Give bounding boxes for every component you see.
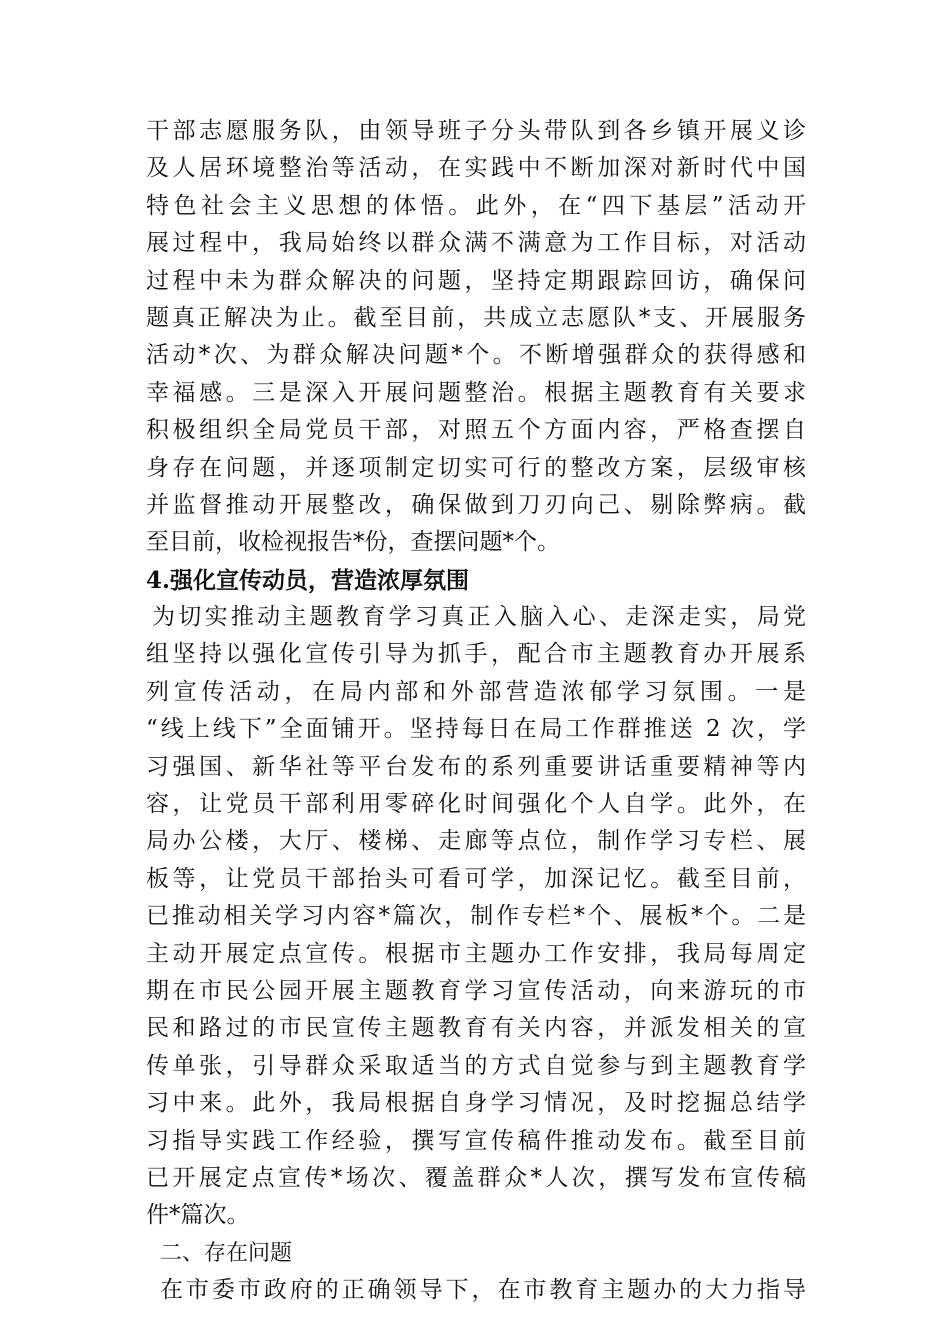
- body-text-line: 展过程中，我局始终以群众满不满意为工作目标，对活动: [146, 230, 806, 257]
- body-text-line: 组坚持以强化宣传引导为抓手，配合市主题教育办开展系: [146, 641, 806, 668]
- body-text-line: 板等，让党员干部抬头可看可学，加深记忆。截至目前，: [146, 865, 806, 892]
- section-heading-2: 二、存在问题: [160, 1240, 293, 1266]
- body-text-line: 及人居环境整治等活动，在实践中不断加深对新时代中国: [146, 155, 806, 182]
- body-text-line: 期在市民公园开展主题教育学习宣传活动，向来游玩的市: [146, 977, 806, 1004]
- body-text-line: 习强国、新华社等平台发布的系列重要讲话重要精神等内: [146, 753, 806, 780]
- body-text-line: 已推动相关学习内容*篇次，制作专栏*个、展板*个。二是: [146, 903, 806, 930]
- body-text-line: 习中来。此外，我局根据自身学习情况，及时挖掘总结学: [146, 1090, 806, 1117]
- body-text-line: 容，让党员干部利用零碎化时间强化个人自学。此外，在: [146, 791, 806, 818]
- section-heading-4: 4.强化宣传动员，营造浓厚氛围: [146, 566, 470, 594]
- body-text-line: 至目前，收检视报告*份，查摆问题*个。: [146, 529, 560, 556]
- body-text-line: “线上线下”全面铺开。坚持每日在局工作群推送 2 次，学: [146, 716, 806, 743]
- body-text-line: 已开展定点宣传*场次、覆盖群众*人次，撰写发布宣传稿: [146, 1164, 806, 1191]
- body-text-line: 习指导实践工作经验，撰写宣传稿件推动发布。截至目前: [146, 1127, 806, 1154]
- body-text-line: 在市委市政府的正确领导下，在市教育主题办的大力指导: [160, 1277, 806, 1304]
- body-text-line: 列宣传活动，在局内部和外部营造浓郁学习氛围。一是: [146, 678, 806, 705]
- body-text-line: 题真正解决为止。截至目前，共成立志愿队*支、开展服务: [146, 304, 806, 331]
- body-text-line: 活动*次、为群众解决问题*个。不断增强群众的获得感和: [146, 342, 806, 369]
- body-text-line: 主动开展定点宣传。根据市主题办工作安排，我局每周定: [146, 940, 806, 967]
- body-text-line: 积极组织全局党员干部，对照五个方面内容，严格查摆自: [146, 417, 806, 444]
- body-text-line: 局办公楼，大厅、楼梯、走廊等点位，制作学习专栏、展: [146, 828, 806, 855]
- body-text-line: 特色社会主义思想的体悟。此外，在“四下基层”活动开: [146, 192, 806, 219]
- body-text-line: 并监督推动开展整改，确保做到刀刃向己、剔除弊病。截: [146, 491, 806, 518]
- body-text-line: 为切实推动主题教育学习真正入脑入心、走深走实，局党: [152, 604, 806, 631]
- body-text-line: 过程中未为群众解决的问题，坚持定期跟踪回访，确保问: [146, 267, 806, 294]
- body-text-line: 件*篇次。: [146, 1202, 250, 1229]
- body-text-line: 传单张，引导群众采取适当的方式自觉参与到主题教育学: [146, 1052, 806, 1079]
- document-page: [146, 113, 806, 1310]
- body-text-line: 民和路过的市民宣传主题教育有关内容，并派发相关的宣: [146, 1015, 806, 1042]
- body-text-line: 干部志愿服务队，由领导班子分头带队到各乡镇开展义诊: [146, 118, 806, 144]
- body-text-line: 幸福感。三是深入开展问题整治。根据主题教育有关要求: [146, 379, 806, 406]
- body-text-line: 身存在问题，并逐项制定切实可行的整改方案，层级审核: [146, 454, 806, 481]
